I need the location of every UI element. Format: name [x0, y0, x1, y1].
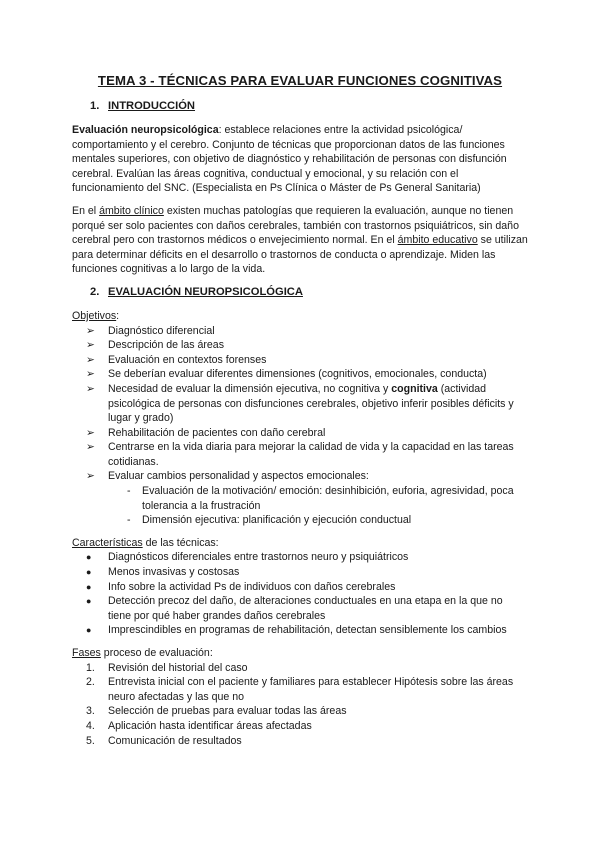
section-1-heading: [90, 99, 528, 114]
term-evaluacion-neuropsicologica: Evaluación neuropsicológica: [72, 124, 219, 136]
caracteristicas-label: Características: [72, 536, 143, 549]
section-1-title: INTRODUCCIÓN: [108, 100, 196, 112]
objetivos-list: [72, 324, 528, 485]
objetivos-label: Objetivos: [72, 309, 117, 322]
sub-list-item: [72, 484, 528, 513]
obj5-part-b: (actividad psicológica de personas con disfunciones cerebrales, objetivo inferir posibles déficits y lugar y grado): [108, 382, 514, 425]
list-item-text: Evaluación en contextos forenses: [108, 353, 267, 366]
list-item-text: Comunicación de resultados: [108, 734, 242, 747]
fases-list: [72, 661, 528, 749]
list-item-text: Diagnóstico diferencial: [108, 324, 215, 337]
list-item: [72, 623, 528, 638]
caracteristicas-list: [72, 550, 528, 638]
list-item: [72, 353, 528, 368]
list-item: [72, 565, 528, 580]
arrow-bullet-icon: ➢: [86, 324, 95, 337]
objetivos-colon: :: [116, 309, 120, 322]
list-item-text: Selección de pruebas para evaluar todas las áreas: [108, 705, 347, 718]
list-item-text: Diagnósticos diferenciales entre trastornos neuro y psiquiátricos: [108, 551, 409, 564]
arrow-bullet-icon: ➢: [86, 382, 95, 395]
intro-p2-part-a: En el: [72, 204, 100, 217]
list-item-text: Se deberían evaluar diferentes dimensiones (cognitivos, emocionales, conducta): [108, 368, 487, 381]
sub-list-item-text: Dimensión ejecutiva: planificación y ejecución conductual: [142, 514, 412, 527]
list-number: 3.: [86, 705, 95, 718]
list-item-text: Centrarse en la vida diaria para mejorar la calidad de vida y la capacidad en las tareas cotidianas.: [108, 441, 514, 468]
arrow-bullet-icon: ➢: [86, 470, 95, 483]
list-item-text: Aplicación hasta identificar áreas afectadas: [108, 719, 312, 732]
list-item-text: Revisión del historial del caso: [108, 661, 248, 674]
arrow-bullet-icon: ➢: [86, 353, 95, 366]
fases-label-line: [72, 646, 528, 661]
list-item-text: Evaluar cambios personalidad y aspectos emocionales:: [108, 470, 369, 483]
intro-paragraph-2: [72, 204, 528, 277]
list-item: [72, 469, 528, 484]
section-2-number: 2.: [90, 285, 100, 298]
intro-p2-part-c: se utilizan para determinar déficits en el desarrollo o trastornos de conducta o aprendizaje. Miden las funciones cognitivas a lo largo de la vida.: [72, 234, 528, 276]
list-item: [72, 382, 528, 426]
list-item: [72, 426, 528, 441]
obj5-part-a: Necesidad de evaluar la dimensión ejecutiva, no cognitiva y: [108, 382, 392, 395]
document-title: TEMA 3 - TÉCNICAS PARA EVALUAR FUNCIONES COGNITIVAS: [97, 73, 503, 88]
term-ambito-clinico: ámbito clínico: [99, 204, 164, 217]
list-number: 1.: [86, 661, 95, 674]
list-item: [72, 594, 528, 623]
arrow-bullet-icon: ➢: [86, 368, 95, 381]
list-item: [72, 580, 528, 595]
caracteristicas-label-line: [72, 536, 528, 551]
list-item-text: Descripción de las áreas: [108, 339, 224, 352]
list-item-text: Detección precoz del daño, de alteraciones conductuales en una etapa en la que no tiene por qué haber grandes daños cerebrales: [108, 595, 503, 622]
list-item: [72, 719, 528, 734]
section-2-heading: [90, 285, 528, 300]
list-item: [72, 367, 528, 382]
objetivos-label-line: [72, 309, 528, 324]
list-item: [72, 338, 528, 353]
caracteristicas-label-rest: de las técnicas:: [142, 536, 219, 549]
list-item: [72, 734, 528, 749]
arrow-bullet-icon: ➢: [86, 339, 95, 352]
section-2-title: EVALUACIÓN NEUROPSICOLÓGICA: [108, 285, 303, 298]
sub-list-item: [72, 513, 528, 528]
section-1-number: 1.: [90, 100, 100, 112]
list-number: 4.: [86, 719, 95, 732]
term-cognitiva: cognitiva: [391, 382, 438, 395]
list-item-text: Imprescindibles en programas de rehabilitación, detectan sensiblemente los cambios: [108, 624, 507, 637]
fases-label: Fases: [72, 647, 101, 659]
dash-bullet-icon: -: [127, 514, 131, 527]
dot-bullet-icon: ●: [86, 552, 92, 563]
intro-paragraph-1: [72, 123, 528, 196]
arrow-bullet-icon: ➢: [86, 426, 95, 439]
dash-bullet-icon: -: [127, 485, 131, 498]
intro-paragraph-1-text: : establece relaciones entre la actividad psicológica/ comportamiento y el cerebro. Conjunto de técnicas que proporcionan datos de las funciones mentales superiores, con objetivo de diagnóstico y rehabilitación de personas con disfunción cerebral. Evalúan las áreas cognitiva, conductual y emocional, y su relación con el funcionamiento del SNC. (Especialista en Ps Clínica o Máster de Ps General Sanitaria): [72, 124, 507, 195]
list-item: [72, 704, 528, 719]
arrow-bullet-icon: ➢: [86, 441, 95, 454]
list-item: [72, 661, 528, 676]
list-item-text: Menos invasivas y costosas: [108, 566, 240, 579]
personalidad-sublist: [72, 484, 528, 528]
list-item: [72, 675, 528, 704]
term-ambito-educativo: ámbito educativo: [397, 234, 478, 247]
list-item-text: Entrevista inicial con el paciente y familiares para establecer Hipótesis sobre las áreas neuro afectadas y las que no: [108, 676, 514, 703]
dot-bullet-icon: ●: [86, 581, 92, 592]
dot-bullet-icon: ●: [86, 596, 92, 607]
intro-p2-part-b: existen muchas patologías que requieren la evaluación, aunque no tienen porqué ser solo pacientes con daños cerebrales, también con trastornos psiquiátricos, sin daño cerebral pero con trastornos médicos o envejecimiento normal. En el: [72, 204, 519, 247]
dot-bullet-icon: ●: [86, 625, 92, 636]
list-number: 5.: [86, 734, 95, 747]
list-item: [72, 324, 528, 339]
list-number: 2.: [86, 676, 95, 689]
list-item-text: Rehabilitación de pacientes con daño cerebral: [108, 426, 326, 439]
sub-list-item-text: Evaluación de la motivación/ emoción: desinhibición, euforia, agresividad, poca tolerancia a la frustración: [142, 485, 514, 512]
list-item: [72, 550, 528, 565]
list-item: [72, 440, 528, 469]
dot-bullet-icon: ●: [86, 567, 92, 578]
list-item-text: Info sobre la actividad Ps de individuos con daños cerebrales: [108, 580, 396, 593]
fases-label-rest: proceso de evaluación:: [100, 647, 213, 659]
